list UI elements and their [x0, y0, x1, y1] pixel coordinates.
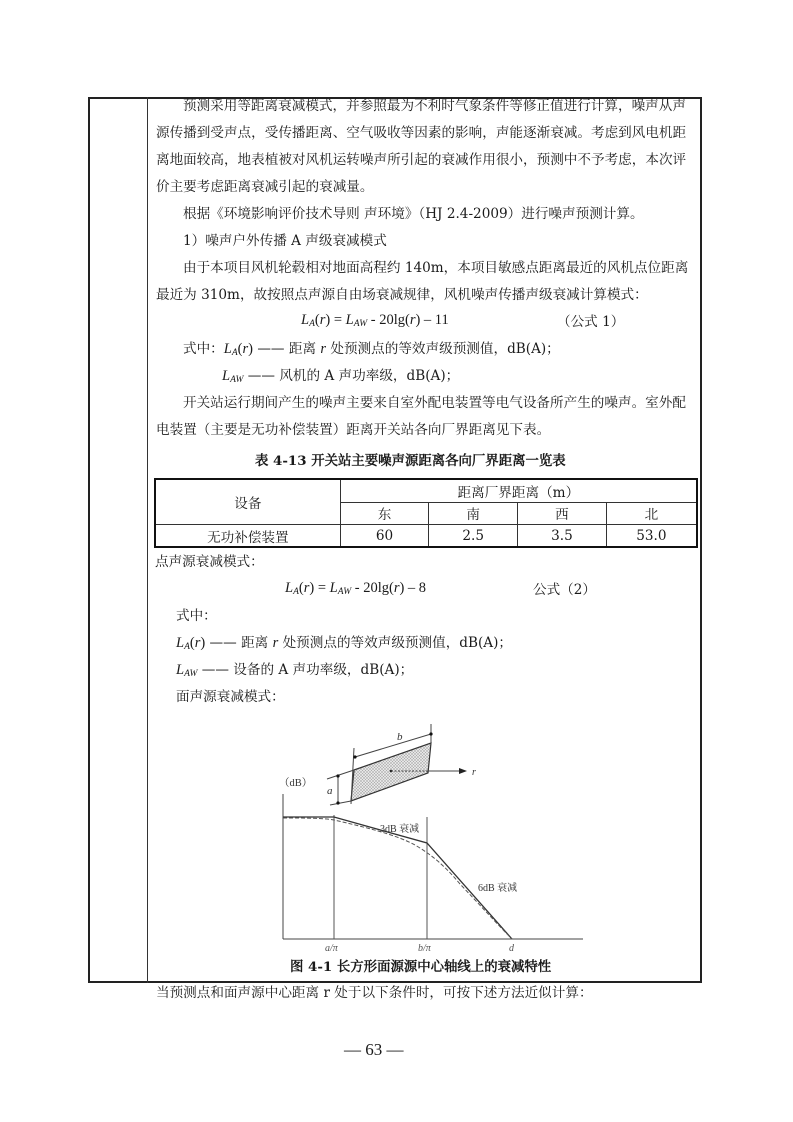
table-cell-equipment: 无功补偿装置: [155, 525, 340, 548]
table-caption: 表 4-13 开关站主要噪声源距离各向厂界距离一览表: [255, 453, 566, 469]
where-label: 式中：: [183, 341, 224, 357]
formula-arg: (r): [298, 580, 315, 596]
area-source-heading: 面声源衰减模式：: [176, 689, 285, 705]
definition-text: 处预测点的等效声级预测值，dB(A)；: [278, 635, 512, 651]
formula-sub: A: [293, 587, 299, 597]
table-header-east: 东: [340, 502, 429, 525]
formula-eq: =: [314, 580, 330, 596]
table-header-distance-group: 距离厂界距离（m）: [340, 479, 697, 502]
formula-part: - 20lg(: [351, 580, 394, 596]
paragraph-line: 电装置（主要是无功补偿装置）距离开关站各向厂界距离见下表。: [156, 422, 551, 438]
section-heading: 1）噪声户外传播 A 声级衰减模式: [183, 233, 387, 249]
formula-sub: A: [184, 642, 190, 652]
formula-2-label: 公式（2）: [533, 582, 597, 598]
r-axis-arrowhead: [459, 768, 467, 774]
table-header-north: 北: [606, 502, 697, 525]
x-tick-d: d: [509, 943, 514, 954]
definition-dash: ——: [243, 368, 280, 384]
point-source-heading: 点声源衰减模式：: [155, 554, 264, 570]
table-header-equipment: 设备: [155, 479, 340, 525]
formula-part: ) – 11: [415, 312, 449, 328]
paragraph-line: 预测采用等距离衰减模式，并参照最为不利时气象条件等修正值进行计算，噪声从声: [183, 98, 686, 114]
formula-var: L: [176, 635, 185, 651]
formula-var: L: [223, 341, 232, 357]
formula-var: L: [345, 312, 354, 328]
x-tick-b-over-pi: b/π: [418, 943, 431, 954]
paragraph-line: 离地面较高，地表植被对风机运转噪声所引起的衰减作用很小，预测中不予考虑，本次评: [156, 152, 687, 168]
formula-part: ) – 8: [399, 580, 427, 596]
paragraph-line: 开关站运行期间产生的噪声主要来自室外配电装置等电气设备所产生的噪声。室外配: [183, 395, 686, 411]
paragraph-line: 由于本项目风机轮毂相对地面高程约 140m，本项目敏感点距离最近的风机点位距离: [183, 260, 689, 276]
definition-dash: ——: [205, 635, 242, 651]
table-cell-east: 60: [340, 525, 429, 548]
dim-a-marker: [336, 774, 339, 777]
formula-var: L: [301, 312, 310, 328]
definition-text: 风机的 A 声功率级，dB(A)；: [279, 368, 460, 384]
formula-var: r: [409, 312, 416, 328]
table-cell-south: 2.5: [429, 525, 518, 548]
x-tick-a-over-pi: a/π: [325, 943, 338, 954]
table-cell-west: 3.5: [518, 525, 607, 548]
dim-b-marker: [429, 732, 432, 735]
label-6db-attenuation: 6dB 衰减: [478, 883, 518, 894]
dim-a-extension-bottom: [330, 801, 351, 805]
definition-text: 距离: [241, 635, 273, 651]
formula-2-def-1: $L_A(r)$ —— 距离 r 处预测点的等效声级预测值，dB(A)；: [176, 635, 512, 652]
page-number: — 63 —: [344, 1040, 404, 1059]
formula-sub: AW: [184, 669, 198, 679]
definition-dash: ——: [253, 341, 289, 357]
formula-sub: AW: [230, 375, 244, 385]
formula-sub: A: [309, 319, 315, 329]
dim-b-marker: [353, 755, 356, 758]
formula-1-def-1: 式中：$L_A(r)$ —— 距离 r 处预测点的等效声级预测值，dB(A)；: [183, 341, 560, 358]
paragraph-line: 价主要考虑距离衰减引起的衰减量。: [156, 179, 374, 195]
formula-var: L: [285, 580, 294, 596]
formula-sub: A: [231, 348, 238, 358]
formula-1-label: （公式 1）: [557, 314, 625, 330]
where-label: 式中：: [176, 608, 217, 624]
dim-a-label: a: [327, 785, 333, 797]
table-cell-north: 53.0: [606, 525, 697, 548]
formula-sub: AW: [337, 587, 352, 597]
label-3db-attenuation: 3dB 衰减: [380, 824, 420, 835]
figure-caption: 图 4-1 长方形面源源中心轴线上的衰减特性: [290, 959, 552, 975]
paragraph-line: 最近为 310m，故按照点声源自由场衰减规律，风机噪声传播声级衰减计算模式：: [156, 287, 648, 303]
formula-var: L: [176, 662, 185, 678]
r-axis-label: r: [472, 767, 476, 778]
formula-eq: =: [330, 312, 346, 328]
definition-text: 处预测点的等效声级预测值，dB(A)；: [326, 341, 560, 357]
definition-text: 设备的 A 声功率级，dB(A)；: [233, 662, 414, 678]
dim-a-marker: [336, 801, 339, 804]
formula-sub: AW: [353, 319, 368, 329]
formula-var: L: [329, 580, 338, 596]
formula-var: r: [272, 635, 279, 651]
definition-dash: ——: [197, 662, 234, 678]
formula-var: r: [320, 341, 327, 357]
table-header-west: 西: [518, 502, 607, 525]
formula-var: L: [222, 368, 231, 384]
paragraph-line: 根据《环境影响评价技术导则 声环境》（HJ 2.4-2009）进行噪声预测计算。: [183, 206, 644, 222]
definition-text: 距离: [288, 341, 321, 357]
formula-part: - 20lg(: [367, 312, 410, 328]
dim-b-label: b: [397, 731, 403, 743]
paragraph-line: 当预测点和面声源中心距离 r 处于以下条件时，可按下述方法近似计算：: [156, 985, 593, 1001]
exact-curve-dashed: [283, 818, 512, 939]
paragraph-line: 源传播到受声点，受传播距离、空气吸收等因素的影响，声能逐渐衰减。考虑到风电机距: [156, 125, 687, 141]
approximation-curve: [283, 817, 512, 939]
dim-a-extension-top: [327, 770, 354, 779]
formula-var: r: [393, 580, 400, 596]
formula-arg: (r): [314, 312, 331, 328]
table-header-south: 南: [429, 502, 518, 525]
y-axis-label: （dB）: [279, 778, 313, 789]
